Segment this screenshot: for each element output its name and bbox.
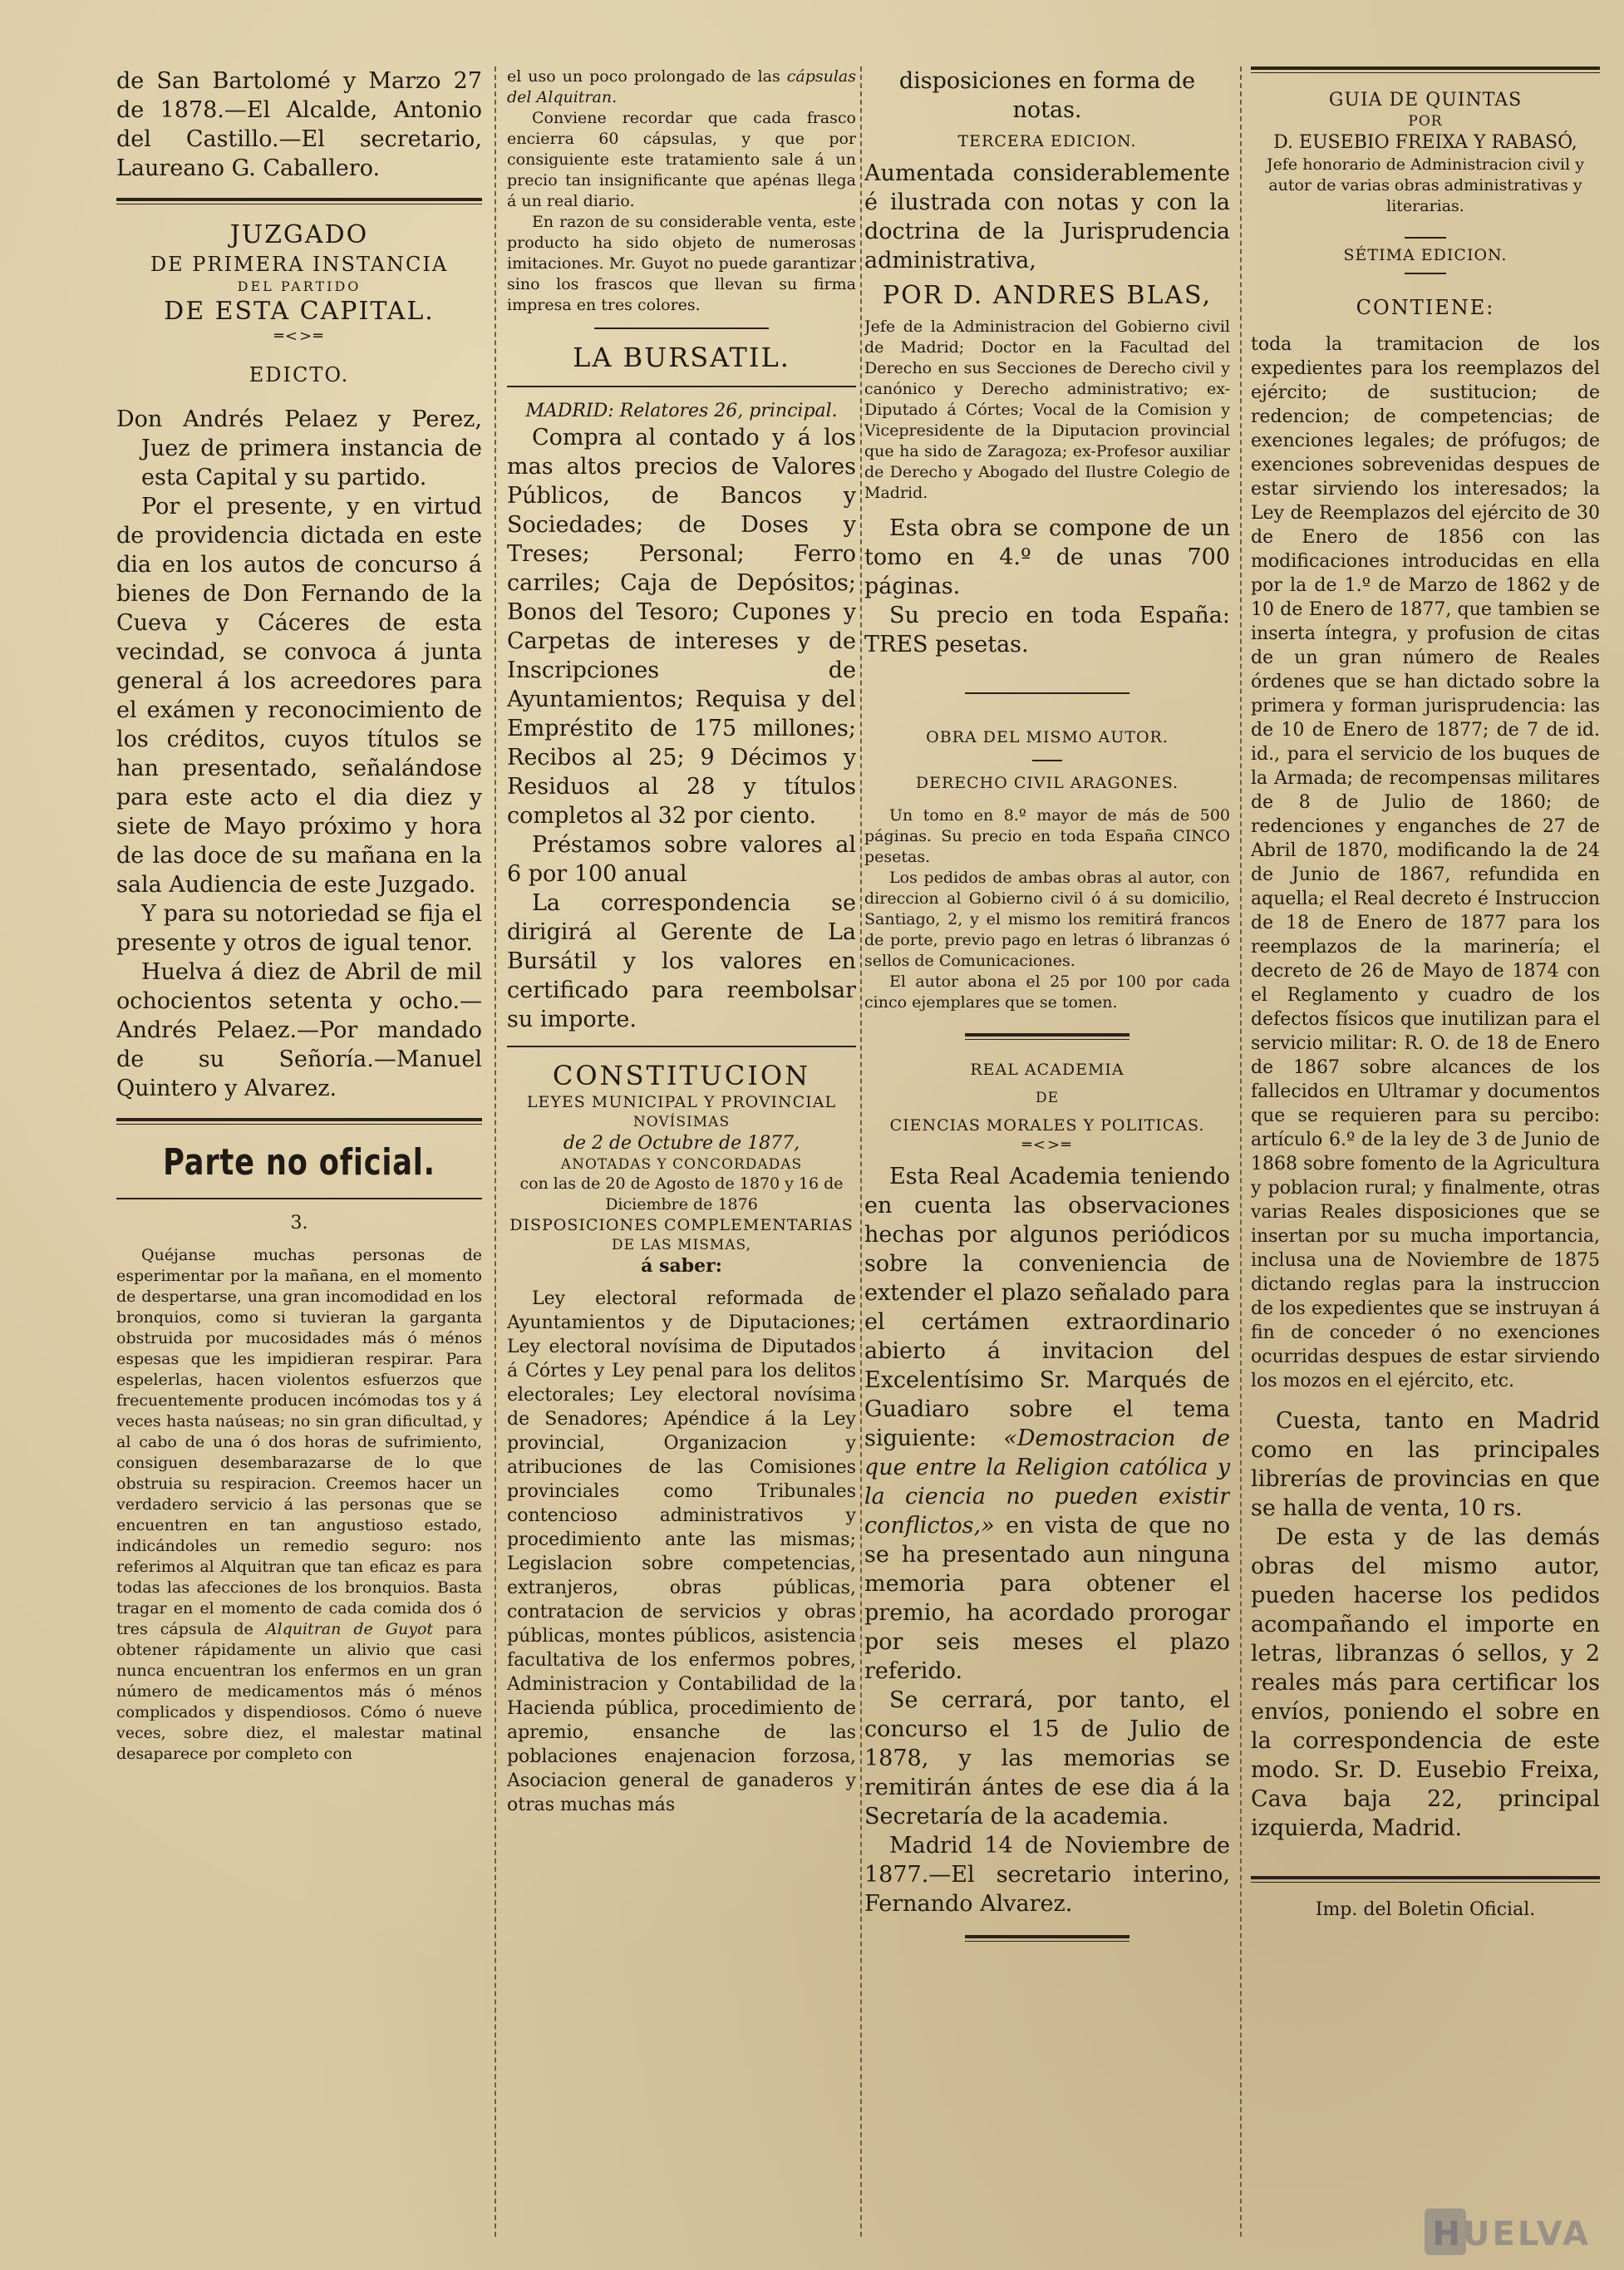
section-rule <box>507 386 856 387</box>
guia-precio: Cuesta, tanto en Madrid como en las principales librerías de provincias en que se halla de venta, 10 rs. <box>1251 1408 1600 1521</box>
alquitran-imitations: En razon de su considerable venta, este producto ha sido objeto de numerosas imitaciones. Mr. Guyot no puede garantizar sino los frascos que llevan su firma impresa en tres colores. <box>507 213 856 314</box>
real-academia-cierre: Se cerrará, por tanto, el concurso el 15 de Julio de 1878, y las memorias se remitirán ántes de ese dia á la Secretaría de la academia. <box>864 1687 1230 1829</box>
column-3 <box>864 66 1230 2237</box>
section-rule <box>1251 1876 1600 1883</box>
juzgado-heading-2: DE PRIMERA INSTANCIA <box>150 253 449 276</box>
alquitran-continued: el uso un poco prolongado de las cápsulas del Alquitran. <box>507 67 856 106</box>
column-2 <box>507 66 856 2237</box>
section-rule <box>594 327 769 329</box>
constitucion-subtitle: LEYES MUNICIPAL Y PROVINCIAL <box>526 1093 837 1111</box>
constitucion-anotadas: ANOTADAS Y CONCORDADAS <box>560 1156 803 1173</box>
derecho-pedidos: Los pedidos de ambas obras al autor, con direccion al Gobierno civil ó á su domicilio, Santiago, 2, y el mismo los remitirá francos de porte, previo pago en letras ó libranzas ó sellos de Comunicaciones. <box>864 869 1230 970</box>
bursatil-address: MADRID: Relatores 26, principal. <box>525 401 838 421</box>
alquitran-article: Quéjanse muchas personas de esperimentar por la mañana, en el momento de despertarse, una gran incomodidad en los bronquios, como si tuvieran la garganta obstruida por mucosidades más ó ménos espesas que les impidieran respirar. Para espelerlas, hacen violentos esfuerzos que frecuentemente producen incómodas tos y á veces hasta naúseas; no sin gran dificultad, y al cabo de una ó dos horas de sufrimiento, consiguen desembarazarse de lo que obstruia su respiracion. Creemos hacer un verdadero servicio á las personas que se encuentren en tan angustioso estado, indicándoles un remedio seguro: nos referimos al Alquitran que tan eficaz es para todas las afecciones de los bronquios. Basta tragar en el momento de cada comida dos ó tres cápsula de Alquitran de Guyot para obtener rápidamente un alivio que casi nunca encuentran los enfermos en un gran número de medicamentos más ó ménos complicados y dispendiosos. Cómo ó nueve veces, sobre diez, el malestar matinal desaparece por completo con <box>116 1246 482 1763</box>
guia-pedidos: De esta y de las demás obras del mismo autor, pueden hacerse los pedidos acompañando el importe en letras, libranzas ó sellos, y 2 reales más para certificar los envíos, poniendo el sobre en la correspondencia de este modo. Sr. D. Eusebio Freixa, Cava baja 22, principal izquierda, Madrid. <box>1251 1524 1600 1841</box>
edicto-notoriedad: Y para su notoriedad se fija el presente y otros de igual tenor. <box>116 901 482 956</box>
section-rule <box>507 1046 856 1047</box>
constitucion-a-saber: á saber: <box>641 1255 722 1277</box>
section-rule <box>116 1118 482 1125</box>
column-divider <box>495 66 496 2237</box>
blas-tomo: Esta obra se compone de un tomo en 4.º de unas 700 páginas. <box>864 515 1230 599</box>
derecho-tomo: Un tomo en 8.º mayor de más de 500 páginas. Su precio en toda España CINCO pesetas. <box>864 806 1230 866</box>
guia-contiene: CONTIENE: <box>1356 296 1495 319</box>
bursatil-prestamos: Préstamos sobre valores al 6 por 100 anual <box>507 832 856 887</box>
article-number: 3. <box>290 1213 308 1233</box>
blas-edition: TERCERA EDICION. <box>957 132 1137 150</box>
constitucion-disposiciones: DISPOSICIONES COMPLEMENTARIAS <box>509 1216 854 1234</box>
section-rule <box>116 1198 482 1199</box>
guia-body: toda la tramitacion de los expedientes para los reemplazos del ejército; de sustitucion; de redencion; de competencias; de exenciones legales; de prófugos; de exenciones sobrevenidas despues de estar sirviendo los interesados; la Ley de Reemplazos del ejército de 30 de Enero de 1856 con las modificaciones introducidas en ella por la de 1.º de Marzo de 1862 y de 10 de Enero de 1877, que tambien se inserta íntegra, y profusion de citas de un gran número de Reales órdenes que se han dictado sobre la primera y forman jurisprudencia: las de 10 de Enero de 1877; de 7 de id. id., para el servicio de los buques de la Armada; de recompensas militares de 8 de Julio de 1860; de redenciones y enganches de 27 de Abril de 1870, modificando la de 24 de Junio de 1867, refundida en aquella; el Real decreto é Instruccion de 18 de Enero de 1877 para los reemplazos de la marinería; el decreto de 26 de Mayo de 1874 con el Reglamento y cuadro de los defectos físicos que inutilizan para el servicio militar: R. O. de 18 de Enero de 1867 sobre alcances de los fallecidos en Ultramar y documentos que se requieren para su percibo: artículo 6.º de la ley de 3 de Junio de 1868 sobre fomento de la Agricultura y poblacion rural; y finalmente, otras varias Reales disposiciones que se insertan por su mucha importancia, inclusa una de Noviembre de 1875 dictando reglas para la instruccion de los expedientes que se instruyan á fin de conceder ó no exenciones ocurridas despues de estar sirviendo los mozos en el ejército, etc. <box>1251 334 1600 1391</box>
edicto-body: Por el presente, y en virtud de providencia dictada en este dia en los autos de concurso á bienes de Don Fernando de la Cueva y Cáceres de esta vecindad, se convoca á junta general á los acreedores para el exámen y reconocimiento de los créditos, cuyos títulos se han presentado, señalándose para este acto el dia diez y siete de Mayo próximo y hora de las doce de su mañana en la sala Audiencia de este Juzgado. <box>116 494 482 898</box>
edicto-title: EDICTO. <box>249 363 350 387</box>
juzgado-heading: JUZGADO <box>229 220 369 249</box>
blas-aumentada: Aumentada considerablemente é ilustrada con notas y con la doctrina de la Jurisprudencia administrativa, <box>864 160 1230 273</box>
ornament: ═<>═ <box>1022 1136 1072 1154</box>
guia-author-desc: Jefe honorario de Administracion civil y autor de varias obras administrativas y literarias. <box>1267 155 1584 215</box>
ornament: ═<>═ <box>274 327 324 345</box>
obra-title: OBRA DEL MISMO AUTOR. <box>926 728 1169 746</box>
alquitran-price: Conviene recordar que cada frasco encierra 60 cápsulas, y que por consiguiente este tratamiento sale á un precio tan insignificante que apénas llega á un real diario. <box>507 109 856 210</box>
blas-author: POR D. ANDRES BLAS, <box>882 281 1213 310</box>
bursatil-correspondencia: La correspondencia se dirigirá al Gerente de La Bursátil y los valores en certificado para reembolsar su importe. <box>507 890 856 1032</box>
column-4 <box>1251 66 1600 2237</box>
constitucion-title: CONSTITUCION <box>552 1060 811 1091</box>
blas-notas: disposiciones en forma de notas. <box>898 68 1196 123</box>
juzgado-heading-4: DE ESTA CAPITAL. <box>164 297 435 326</box>
juzgado-heading-3: DEL PARTIDO <box>237 278 362 294</box>
guia-author: D. EUSEBIO FREIXA Y RABASÓ, <box>1273 132 1577 153</box>
guia-edition: SÉTIMA EDICION. <box>1343 246 1508 264</box>
blas-author-desc: Jefe de la Administracion del Gobierno civil de Madrid; Doctor en la Facultad del Derecho en sus Secciones de Derecho civil y canónico y Derecho administrativo; ex-Diputado á Córtes; Vocal de la Comision y Vicepresidente de la Diputacion provincial que ha sido de Zaragoza; ex-Profesor auxiliar de Derecho y Abogado del Ilustre Colegio de Madrid. <box>864 318 1230 502</box>
section-rule <box>965 1033 1129 1040</box>
section-rule <box>116 198 482 204</box>
real-academia-firma: Madrid 14 de Noviembre de 1877.—El secretario interino, Fernando Alvarez. <box>864 1833 1230 1917</box>
constitucion-body: Ley electoral reformada de Ayuntamientos y de Diputaciones; Ley electoral novísima de Diputados á Córtes y Ley penal para los delitos electorales; Ley electoral novísima de Senadores; Apéndice á la Ley provincial, Organizacion y atribuciones de las Comisiones provinciales como Tribunales contencioso administrativos y procedimiento ante las mismas; Legislacion sobre competencias, extranjeros, obras públicas, contratacion de servicios y obras públicas, montes públicos, asistencia facultativa de los enfermos pobres, Administracion y Contabilidad de la Hacienda pública, procedimiento de apremio, ensanche de las poblaciones enajenacion forzosa, Asociacion general de ganaderos y otras muchas más <box>507 1288 856 1815</box>
column-divider <box>860 66 862 2237</box>
guia-por: POR <box>1408 113 1443 130</box>
section-rule <box>1032 760 1061 761</box>
bursatil-title: LA BURSATIL. <box>573 342 790 373</box>
huelva-watermark: HUELVA <box>1432 2215 1591 2253</box>
section-rule <box>965 692 1129 694</box>
edicto-signature: Huelva á diez de Abril de mil ochocientos setenta y ocho.—Andrés Pelaez.—Por mandado de su Señoría.—Manuel Quintero y Alvarez. <box>116 959 482 1101</box>
section-rule <box>965 1935 1129 1942</box>
imprenta: Imp. del Boletin Oficial. <box>1315 1899 1536 1920</box>
derecho-abono: El autor abona el 25 por 100 por cada cinco ejemplares que se tomen. <box>864 973 1230 1012</box>
constitucion-mismas: DE LAS MISMAS, <box>612 1237 751 1253</box>
parte-no-oficial-title: Parte no oficial. <box>163 1141 436 1184</box>
real-academia-title: REAL ACADEMIA <box>970 1061 1124 1079</box>
real-academia-de: DE <box>1035 1090 1060 1106</box>
guia-title: GUIA DE QUINTAS <box>1328 90 1523 111</box>
section-rule <box>1405 237 1446 239</box>
real-academia-ciencias: CIENCIAS MORALES Y POLITICAS. <box>889 1116 1205 1135</box>
edicto-intro: Don Andrés Pelaez y Perez, Juez de primera instancia de esta Capital y su partido. <box>116 406 482 490</box>
derecho-title: DERECHO CIVIL ARAGONES. <box>915 774 1179 792</box>
blas-precio: Su precio en toda España: TRES pesetas. <box>864 603 1230 657</box>
alcalde-notice: de San Bartolomé y Marzo 27 de 1878.—El Alcalde, Antonio del Castillo.—El secretario, Laureano G. Caballero. <box>116 68 482 181</box>
section-rule <box>1251 66 1600 73</box>
section-rule <box>1405 273 1446 274</box>
real-academia-body: Esta Real Academia teniendo en cuenta las observaciones hechas por algunos periódicos sobre la conveniencia de extender el plazo señalado para el certámen extraordinario abierto á invitacion del Excelentísimo Sr. Marqués de Guadiaro sobre el tema siguiente: «Demostracion de que entre la Religion católica y la ciencia no pueden existir conflictos,» en vista de que no se ha presentado aun ninguna memoria para obtener el premio, ha acordado prorogar por seis meses el plazo referido. <box>864 1164 1230 1684</box>
constitucion-novisimas: NOVÍSIMAS <box>632 1114 731 1130</box>
bursatil-compra: Compra al contado y á los mas altos precios de Valores Públicos, de Bancos y Sociedades; de Doses y Treses; Personal; Ferro carriles; Caja de Depósitos; Bonos del Tesoro; Cupones y Carpetas de intereses y de Inscripciones de Ayuntamientos; Requisa y del Empréstito de 175 millones; Recibos al 25; 9 Décimos y Residuos al 28 y títulos completos al 32 por ciento. <box>507 425 856 829</box>
column-divider <box>1240 66 1242 2237</box>
constitucion-date: de 2 de Octubre de 1877, <box>563 1133 800 1154</box>
constitucion-concordadas: con las de 20 de Agosto de 1870 y 16 de Diciembre de 1876 <box>519 1174 844 1214</box>
column-1 <box>116 66 482 2237</box>
